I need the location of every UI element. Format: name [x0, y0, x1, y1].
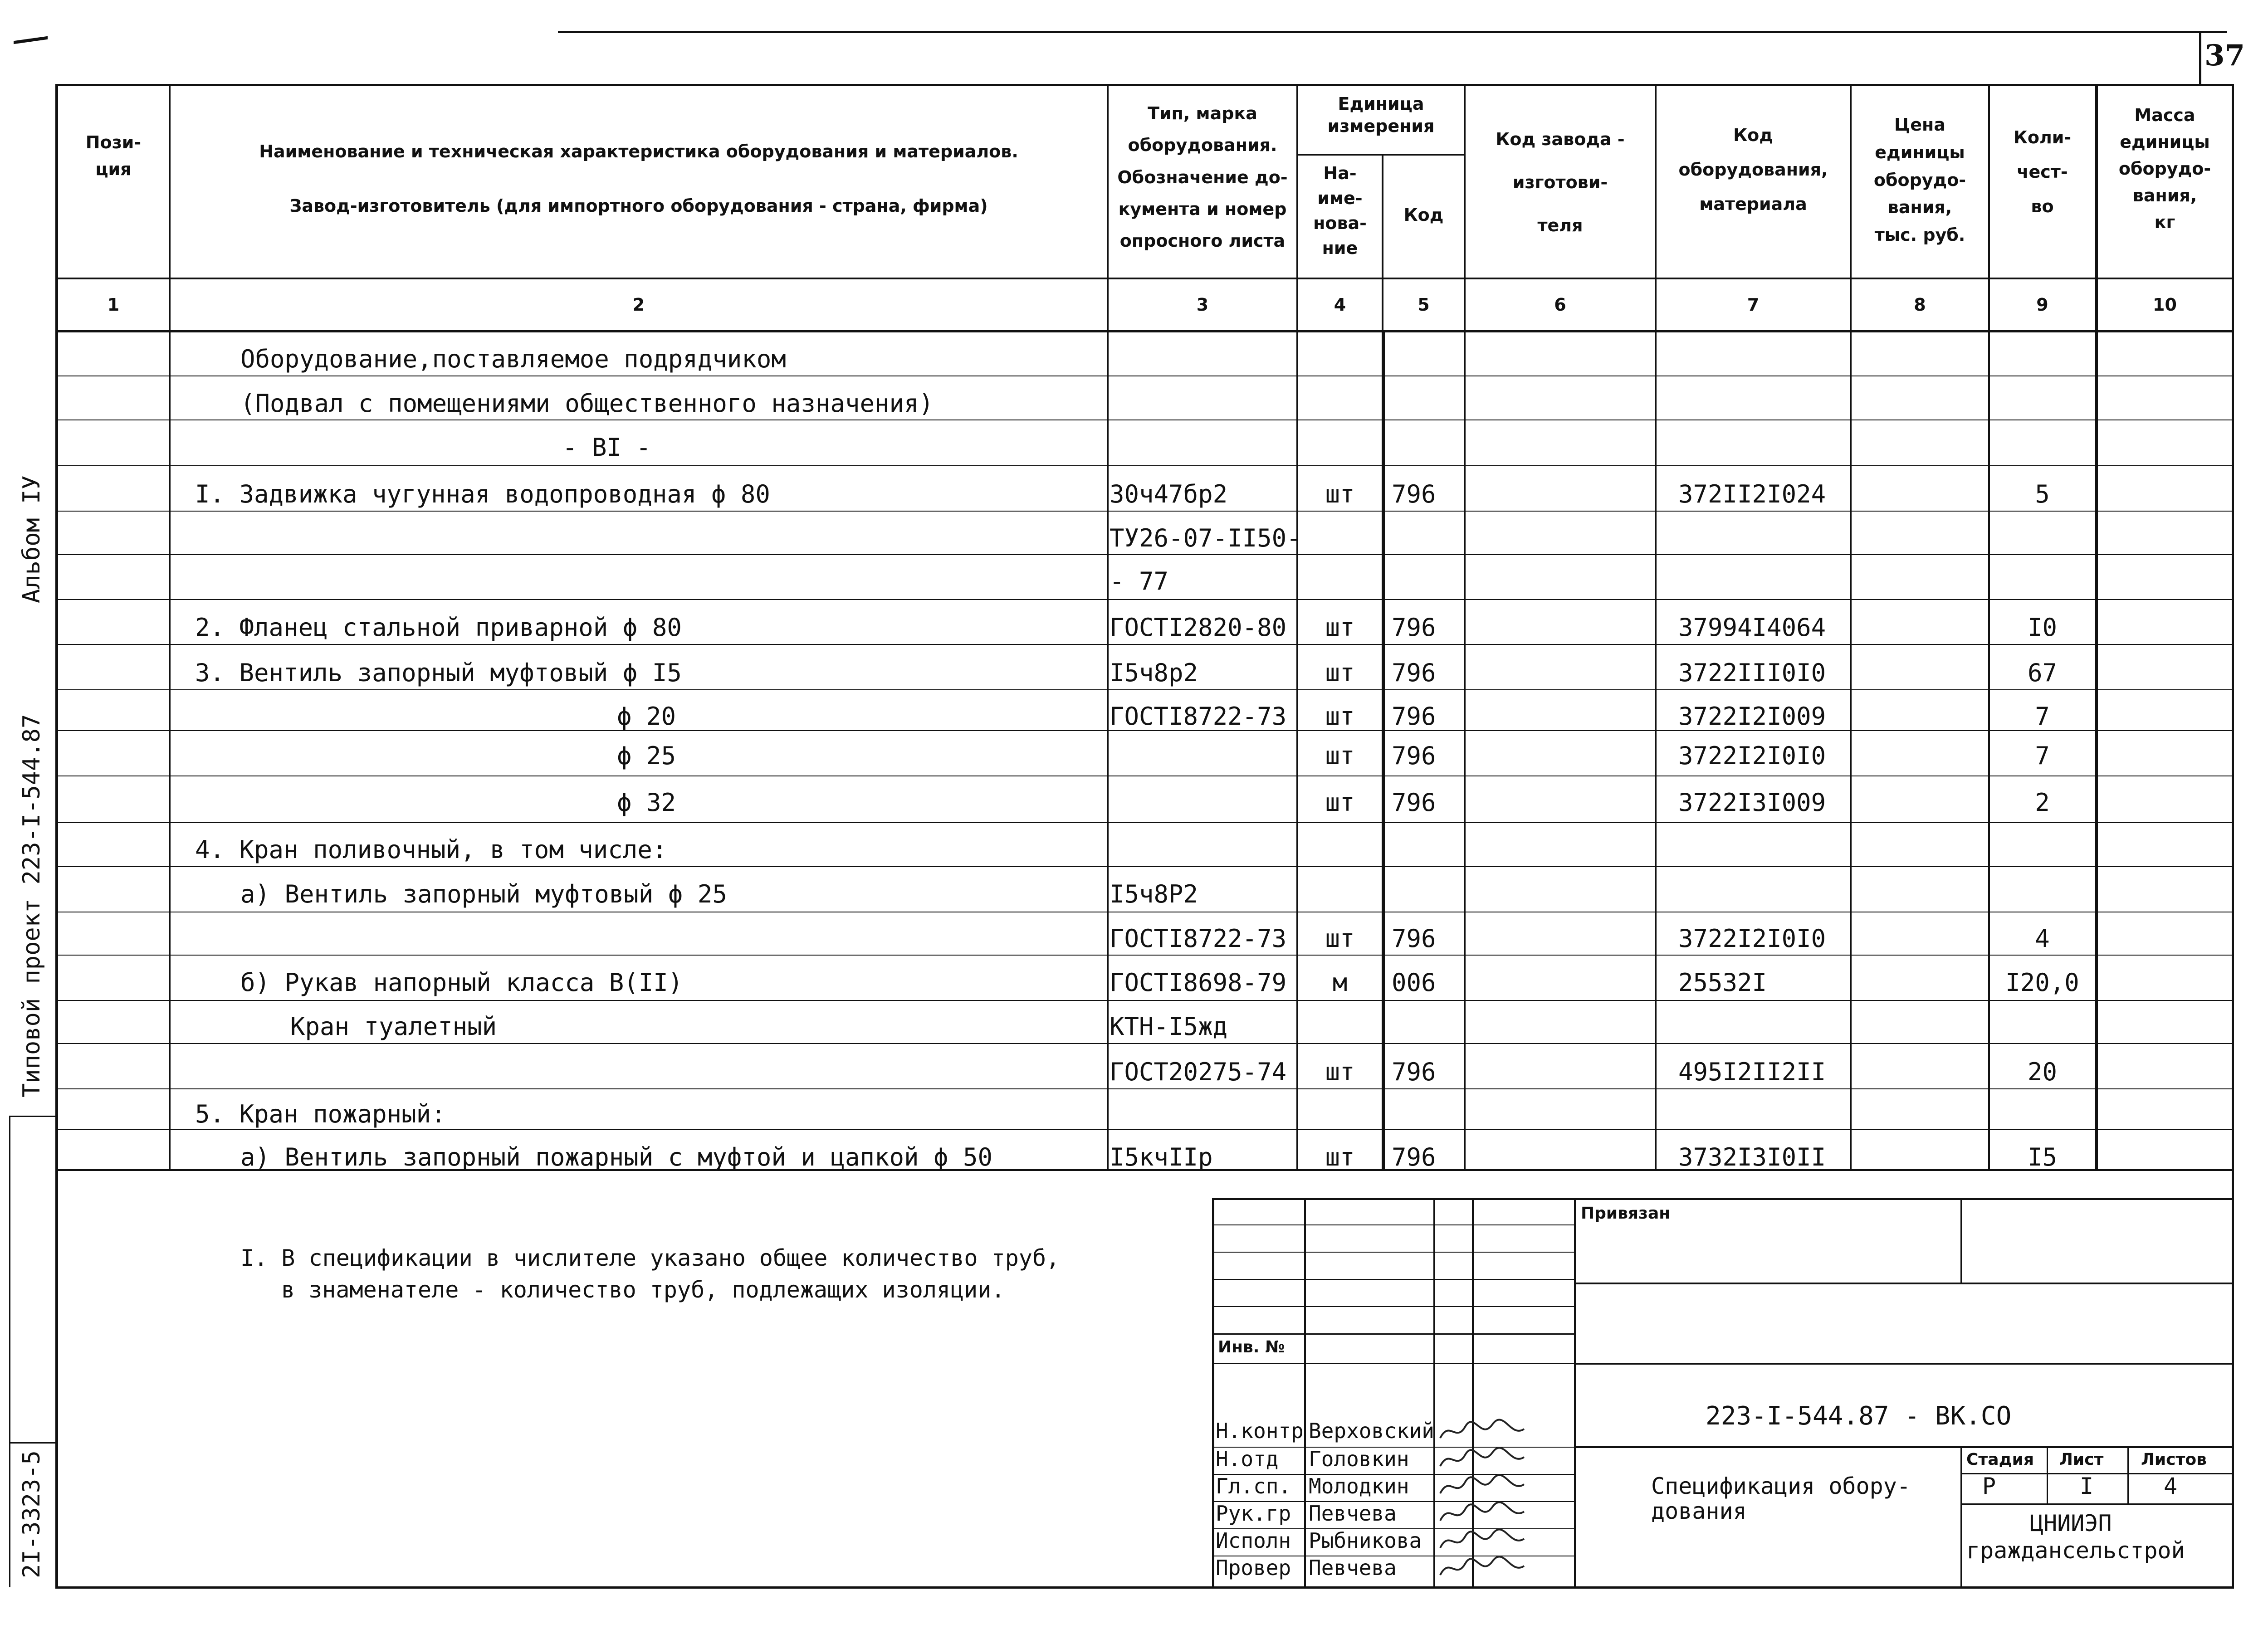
- row-rule: [55, 465, 2234, 466]
- tb-stage-col: [2127, 1446, 2129, 1504]
- sheet-number: 37: [2204, 39, 2245, 73]
- frame-top-rule: [558, 31, 2227, 33]
- item-type: ТУ26-07-II50-: [1110, 524, 1301, 552]
- tb-bound-bottom: [1574, 1283, 2233, 1284]
- header-bottom: [55, 278, 2234, 279]
- col-number: 9: [2036, 295, 2048, 315]
- item-equipment-code: 3732I3I0II: [1678, 1143, 1826, 1171]
- table-top: [55, 84, 2234, 86]
- staff-role: Рук.гр: [1216, 1501, 1291, 1526]
- item-name: а) Вентиль запорный муфтовый ϕ 25: [240, 880, 727, 908]
- item-type: ГОСТI8722-73: [1110, 702, 1287, 731]
- item-unit-code: 796: [1392, 788, 1436, 817]
- item-equipment-code: 3722III0I0: [1678, 658, 1826, 687]
- row-rule: [55, 689, 2234, 690]
- row-rule: [55, 1000, 2234, 1001]
- item-unit-code: 796: [1392, 480, 1436, 508]
- staff-name: Певчева: [1309, 1556, 1397, 1580]
- tb-grid-rule: [1212, 1279, 1575, 1280]
- row-rule: [55, 1088, 2234, 1089]
- item-unit: шт: [1325, 741, 1355, 770]
- header-type: Тип, марка оборудования. Обозначение до- кумента и номер опросного листа: [1117, 103, 1288, 251]
- item-equipment-code: 3722I3I009: [1678, 788, 1826, 817]
- item-unit-code: 796: [1392, 1143, 1436, 1171]
- row-rule: [55, 419, 2234, 420]
- item-equipment-code: 372II2I024: [1678, 480, 1826, 508]
- item-type: КТН-I5жд: [1110, 1012, 1228, 1041]
- item-quantity: 7: [2035, 741, 2050, 770]
- signature-scribble: [1438, 1555, 1529, 1582]
- row-rule: [55, 822, 2234, 823]
- side-strip-line: [9, 1116, 10, 1587]
- item-equipment-code: 3722I2I0I0: [1678, 924, 1826, 953]
- item-quantity: 5: [2035, 480, 2050, 508]
- item-equipment-code: 37994I4064: [1678, 613, 1826, 642]
- item-unit: шт: [1325, 924, 1355, 953]
- note-line-1: I. В спецификации в числителе указано общее количество труб,: [240, 1245, 1060, 1271]
- staff-name: Молодкин: [1309, 1474, 1409, 1498]
- item-unit: шт: [1325, 613, 1355, 642]
- side-project-label: Типовой проект 223-I-544.87: [18, 714, 45, 1097]
- tb-inv-label: Инв. №: [1218, 1338, 1285, 1356]
- item-type: ГОСТI8722-73: [1110, 924, 1287, 953]
- col-line-9: [2095, 84, 2098, 1170]
- sheet-box-left: [2199, 32, 2201, 85]
- header-name-line1: Наименование и техническая характеристика оборудования и материалов.: [259, 141, 1018, 161]
- item-equipment-code: 3722I2I009: [1678, 702, 1826, 731]
- tb-code-top: [1574, 1363, 2233, 1365]
- item-type: ГОСТ20275-74: [1110, 1058, 1287, 1086]
- side-strip-rule: [9, 1116, 55, 1117]
- staff-name: Певчева: [1309, 1501, 1397, 1526]
- header-mass: Масса единицы оборудо- вания, кг: [2118, 105, 2211, 232]
- side-archive-label: 2I-3323-5: [18, 1450, 45, 1578]
- row-rule: [55, 955, 2234, 956]
- item-unit: шт: [1325, 658, 1355, 687]
- row-rule: [55, 1043, 2234, 1044]
- item-name: (Подвал с помещениями общественного назначения): [240, 389, 934, 418]
- tb-org-line1: ЦНИИЭП: [2030, 1510, 2112, 1536]
- item-quantity: I5: [2027, 1143, 2058, 1171]
- staff-role: Н.отд: [1216, 1447, 1279, 1471]
- numbers-bottom: [55, 330, 2234, 332]
- col-line-1: [169, 84, 171, 1170]
- tb-top: [1212, 1198, 2233, 1200]
- item-unit: шт: [1325, 1058, 1355, 1086]
- row-rule: [55, 511, 2234, 512]
- row-rule: [55, 866, 2234, 867]
- item-type: I5ч8Р2: [1110, 880, 1198, 908]
- item-unit: м: [1332, 968, 1348, 997]
- item-name: Кран туалетный: [290, 1012, 497, 1041]
- item-unit-code: 796: [1392, 1058, 1436, 1086]
- staff-role: Н.контр: [1216, 1419, 1304, 1443]
- item-unit: шт: [1325, 702, 1355, 731]
- header-name-line2: Завод-изготовитель (для импортного оборудования - страна, фирма): [289, 196, 988, 216]
- item-type: I5ч8р2: [1110, 658, 1198, 687]
- col-number: 8: [1914, 295, 1926, 315]
- item-name: Оборудование,поставляемое подрядчиком: [240, 345, 786, 373]
- staff-name: Рыбникова: [1309, 1528, 1422, 1553]
- item-name: 2. Фланец стальной приварной ϕ 80: [195, 613, 682, 642]
- item-type: I5кчIIр: [1110, 1143, 1213, 1171]
- item-equipment-code: 3722I2I0I0: [1678, 741, 1826, 770]
- item-name: ϕ 25: [617, 741, 676, 770]
- row-rule: [55, 599, 2234, 600]
- item-unit-code: 796: [1392, 741, 1436, 770]
- tb-stage-label: Стадия: [1966, 1450, 2034, 1469]
- tb-stage-left: [1960, 1446, 1962, 1587]
- header-position: Пози- ция: [85, 132, 142, 179]
- item-unit-code: 796: [1392, 702, 1436, 731]
- tb-stage-value: Р: [1982, 1473, 1996, 1499]
- tb-stage-rule1: [1960, 1473, 2233, 1474]
- frame-bottom: [55, 1586, 2234, 1589]
- tb-code-bottom: [1574, 1446, 2233, 1448]
- item-quantity: 7: [2035, 702, 2050, 731]
- tb-doc-title: Спецификация обору- дования: [1651, 1473, 1911, 1524]
- item-unit-code: 796: [1392, 924, 1436, 953]
- row-rule: [55, 644, 2234, 645]
- tb-bound-split: [1960, 1198, 1962, 1284]
- item-quantity: I0: [2027, 613, 2058, 642]
- header-unit-group: Единица измерения: [1327, 94, 1435, 137]
- tb-grid-rule: [1212, 1252, 1575, 1253]
- header-unit-code: Код: [1403, 205, 1444, 225]
- col-number: 2: [632, 295, 645, 315]
- header-price: Цена единицы оборудо- вания, тыс. руб.: [1873, 115, 1966, 245]
- item-quantity: I20,0: [2005, 968, 2079, 997]
- col-number: 5: [1418, 295, 1430, 315]
- item-name: 5. Кран пожарный:: [195, 1100, 446, 1128]
- col-number: 4: [1334, 295, 1346, 315]
- item-name: б) Рукав напорный класса В(II): [240, 968, 683, 997]
- item-equipment-code: 495I2II2II: [1678, 1058, 1826, 1086]
- tb-sheet-label: Лист: [2059, 1450, 2104, 1469]
- item-name: 3. Вентиль запорный муфтовый ϕ I5: [195, 658, 682, 687]
- staff-role: Гл.сп.: [1216, 1474, 1291, 1498]
- staff-name: Головкин: [1309, 1447, 1409, 1471]
- item-unit: шт: [1325, 1143, 1355, 1171]
- signature-scribble: [1438, 1527, 1529, 1555]
- item-unit: шт: [1325, 788, 1355, 817]
- item-name: I. Задвижка чугунная водопроводная ϕ 80: [195, 480, 770, 508]
- item-quantity: 2: [2035, 788, 2050, 817]
- staff-role: Провер: [1216, 1556, 1291, 1580]
- item-quantity: 4: [2035, 924, 2050, 953]
- item-name: - BI -: [562, 433, 651, 462]
- item-equipment-code: 25532I: [1678, 968, 1767, 997]
- unit-subrule: [1296, 154, 1465, 156]
- note-line-2: в знаменателе - количество труб, подлежащих изоляции.: [281, 1277, 1005, 1303]
- item-unit-code: 796: [1392, 613, 1436, 642]
- tb-stage-rule2: [1960, 1503, 2233, 1505]
- item-type: ГОСТI2820-80: [1110, 613, 1287, 642]
- item-unit: шт: [1325, 480, 1355, 508]
- item-name: 4. Кран поливочный, в том числе:: [195, 835, 667, 864]
- item-quantity: 67: [2027, 658, 2058, 687]
- item-unit-code: 796: [1392, 658, 1436, 687]
- staff-name: Верховский: [1309, 1419, 1434, 1443]
- item-type: 30ч47бр2: [1110, 480, 1228, 508]
- tb-org-line2: граждансельстрой: [1966, 1537, 2185, 1564]
- item-type: ГОСТI8698-79: [1110, 968, 1287, 997]
- item-quantity: 20: [2027, 1058, 2058, 1086]
- tb-inv-rule: [1212, 1333, 1575, 1335]
- tb-bound-label: Привязан: [1581, 1204, 1671, 1223]
- row-rule: [55, 554, 2234, 555]
- tb-sheets-value: 4: [2164, 1473, 2178, 1499]
- item-name: а) Вентиль запорный пожарный с муфтой и цапкой ϕ 50: [240, 1143, 993, 1171]
- tb-stage-col: [2047, 1446, 2048, 1504]
- header-unit-name: На- име- нова- ние: [1313, 163, 1367, 259]
- header-equipment-code: Код оборудования, материала: [1678, 125, 1828, 214]
- side-strip-rule: [9, 1442, 55, 1444]
- col-number: 7: [1747, 295, 1760, 315]
- col-number: 6: [1554, 295, 1566, 315]
- item-unit-code: 006: [1392, 968, 1436, 997]
- signature-scribble: [1438, 1418, 1529, 1445]
- tb-sheet-value: I: [2080, 1473, 2094, 1499]
- header-quantity: Коли- чест- во: [2013, 127, 2072, 216]
- col-number: 10: [2153, 295, 2177, 315]
- staff-role: Исполн: [1216, 1528, 1291, 1553]
- tb-grid-rule: [1212, 1306, 1575, 1307]
- signature-scribble: [1438, 1473, 1529, 1500]
- tb-grid-rule: [1212, 1224, 1575, 1225]
- side-album-label: Альбом IУ: [18, 475, 45, 603]
- tb-sheets-label: Листов: [2141, 1450, 2207, 1469]
- col-line-6: [1655, 84, 1657, 1170]
- item-type: - 77: [1110, 567, 1169, 595]
- header-plant-code: Код завода - изготови- теля: [1496, 129, 1625, 235]
- item-name: ϕ 32: [617, 788, 676, 817]
- tb-doc-code: 223-I-544.87 - ВК.СО: [1706, 1401, 2012, 1431]
- col-number: 3: [1196, 295, 1209, 315]
- col-number: 1: [107, 295, 120, 315]
- signature-scribble: [1438, 1446, 1529, 1473]
- corner-mark: [14, 36, 48, 44]
- tb-inv-rule: [1212, 1363, 1575, 1364]
- signature-scribble: [1438, 1500, 1529, 1527]
- item-name: ϕ 20: [617, 702, 676, 731]
- row-rule: [55, 1129, 2234, 1130]
